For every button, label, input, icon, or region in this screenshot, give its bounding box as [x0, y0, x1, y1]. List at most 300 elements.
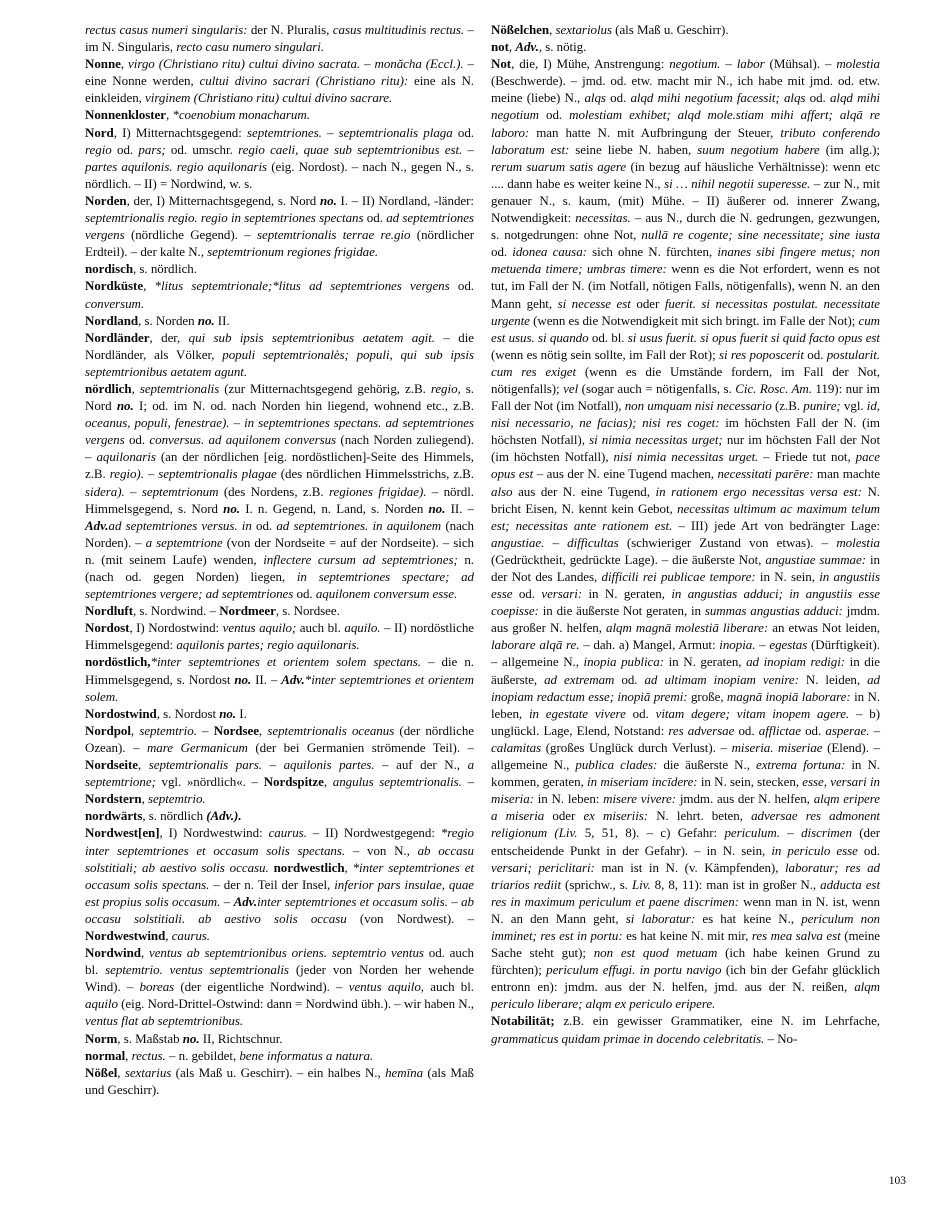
- text-run: oder: [544, 808, 584, 824]
- text-run: I. – II) Nordland, -länder:: [336, 192, 474, 208]
- text-run: septemtriones.: [247, 124, 322, 140]
- text-run: – III) jede Art von bedrängter Lage:: [672, 517, 881, 533]
- text-run: versari:: [541, 586, 583, 602]
- text-run: ab occasu solstitiali; ab aestivo solis occasu.: [85, 842, 474, 875]
- text-run: , I) Nordwestwind:: [159, 825, 269, 841]
- text-run: no.: [197, 312, 215, 328]
- text-run: suum negotium habere: [697, 141, 820, 157]
- text-run: vitam degere; vitam inopem agere.: [655, 705, 850, 721]
- text-run: in angustiis esse: [491, 569, 881, 602]
- text-run: ,: [143, 278, 155, 294]
- right-column: [491, 21, 880, 1098]
- text-run: –: [321, 124, 339, 140]
- text-run: (nördlicher Erdteil). – der kalte N.,: [85, 227, 474, 260]
- text-run: I.: [236, 705, 247, 721]
- text-run: Nößel: [85, 1064, 118, 1080]
- text-run: nördlich: [85, 380, 132, 396]
- text-run: vel: [563, 380, 579, 396]
- text-run: in N. geraten,: [664, 654, 747, 670]
- text-run: angustiae.: [491, 534, 545, 550]
- dictionary-entry: [85, 1064, 474, 1098]
- text-run: septemtrionalis oceanus: [267, 722, 395, 738]
- text-run: ad ultimam inopiam venire:: [644, 671, 799, 687]
- text-run: (wenn es die Umstände fordern, im Fall der Not, nötigenfalls);: [491, 363, 880, 396]
- text-run: –: [779, 825, 802, 841]
- dictionary-entry: [85, 380, 474, 602]
- text-run: in rationem ergo necessitas versa est:: [655, 483, 862, 499]
- text-run: no.: [116, 398, 134, 414]
- text-run: (wenn es die Notwendigkeit mit sich bringt. im Falle der Not);: [529, 312, 859, 328]
- text-run: ad septemtriones. in aquilonem: [276, 517, 442, 533]
- text-run: (z.B.: [771, 398, 804, 414]
- text-run: – zur N., mit genauer N., s. kaum, (mit) Mühe. – II) äußerer od. innerer Zwang, Notwendigkeit:: [491, 175, 880, 226]
- text-run: 119): nur im Fall der Not (im Notfall),: [491, 380, 880, 414]
- text-run: sidera).: [85, 483, 125, 499]
- text-run: Nordspitze: [263, 774, 324, 790]
- text-run: a septemtrione: [145, 534, 223, 550]
- text-run: (nach Norden). –: [85, 517, 474, 550]
- text-run: Norden: [85, 192, 127, 208]
- text-run: postularit. cum res exiget: [491, 346, 880, 379]
- text-run: idonea causa:: [512, 244, 587, 260]
- text-run: ,: [125, 1047, 132, 1063]
- text-run: nur im höchsten Fall der Not (im höchsten Notfall),: [491, 432, 881, 465]
- text-run: ,: [549, 22, 556, 37]
- text-run: in N. leben,: [491, 688, 881, 721]
- text-run: cum est usus. si quando: [491, 312, 881, 345]
- text-run: Nordseite: [85, 757, 138, 773]
- text-run: Liv.: [631, 876, 651, 892]
- text-run: od.: [625, 705, 656, 721]
- text-run: Nord: [85, 124, 114, 140]
- text-run: wenn es die Not erfordert, wenn es not tut, im Fall der N. (im Notfall, nötigen Falls, nötigenfalls), wenn N. an den Mann geht,: [491, 261, 880, 311]
- text-run: grammaticus quidam primae in docendo celebritatis.: [491, 1030, 765, 1046]
- text-run: od.: [491, 244, 513, 260]
- text-run: septemtrionalis terrae re.gio: [256, 227, 411, 243]
- text-run: es hat keine N.,: [695, 910, 802, 926]
- text-run: Nordküste: [85, 278, 144, 294]
- text-run: labor: [736, 56, 765, 72]
- text-run: inter septemtriones et occasum solis. – ab occasu solstitiali. ab aestivo solis occasu: [85, 893, 474, 926]
- text-run: –: [462, 141, 474, 157]
- text-run: Nordpol: [85, 722, 131, 738]
- text-run: Nordostwind: [85, 705, 157, 721]
- dictionary-entry: [85, 55, 474, 106]
- text-run: no.: [428, 500, 446, 516]
- text-run: caurus.: [268, 825, 307, 841]
- text-run: regio caeli, quae sub septemtrionibus est.: [238, 141, 463, 157]
- text-run: ad septemtriones vergens: [85, 210, 474, 243]
- text-run: difficultas: [567, 534, 619, 550]
- text-run: si laboratur:: [625, 910, 696, 926]
- text-run: molestiam exhibet; alqd mole.stiam mihi affert; alqā re laboro:: [491, 107, 880, 140]
- text-run: virgo (Christiano ritu) cultui divino sacrata.: [128, 56, 361, 72]
- text-run: Cic. Rosc. Am.: [735, 380, 812, 396]
- text-run: in septemtriones spectans. ad septemtriones vergens: [85, 415, 475, 448]
- text-run: z.B. ein gewisser Grammatiker, eine N. im Lehrfache,: [554, 1013, 880, 1029]
- text-run: angulus septemtrionalis.: [332, 774, 462, 790]
- text-run: eine als N. einkleiden,: [85, 73, 474, 106]
- text-run: septemtrionalis: [139, 380, 220, 396]
- text-run: s. Nord: [85, 380, 474, 414]
- text-run: alqm eripere a miseria: [491, 791, 880, 824]
- text-run: Nonne: [85, 56, 121, 72]
- left-column: [85, 21, 474, 1098]
- dictionary-entry: [85, 1047, 474, 1064]
- text-run: od.: [111, 141, 139, 157]
- text-run: Adv.: [233, 893, 258, 909]
- text-run: ,: [508, 39, 516, 55]
- text-run: versari; periclitari:: [491, 859, 595, 875]
- text-run: (Beschwerde). – jmd. od. etw. macht mir N., ich habe mit jmd. od. etw. meine (liebe) N.,: [491, 73, 880, 106]
- text-run: (als Maß u. Geschirr). – ein halbes N.,: [171, 1064, 386, 1080]
- text-run: septemtrionum: [141, 483, 219, 499]
- page-content: [85, 21, 880, 1098]
- text-run: in N. sein,: [755, 569, 820, 584]
- text-run: – No-: [764, 1030, 798, 1046]
- text-run: periculum.: [724, 825, 780, 841]
- text-run: qui sub ipsis septemtrionibus aetatem agit.: [188, 329, 435, 345]
- text-run: Nordmeer: [219, 603, 276, 619]
- text-run: ,: [344, 859, 353, 875]
- text-run: –: [196, 722, 214, 738]
- dictionary-entry: [85, 124, 474, 192]
- text-run: necessitati parēre:: [717, 466, 814, 482]
- text-run: non est quod metuam: [593, 945, 718, 961]
- text-run: od.: [512, 586, 542, 602]
- text-run: nisi nimia necessitas urget.: [613, 449, 759, 465]
- text-run: –: [261, 757, 284, 773]
- dictionary-entry: [85, 653, 474, 704]
- text-run: pace opus est: [491, 449, 880, 482]
- text-run: inopia publica:: [583, 654, 665, 670]
- text-run: (wenn es nötig sein sollte, im Fall der Rot);: [491, 346, 719, 362]
- text-run: *inter septemtriones et occasum solis spectans.: [85, 859, 474, 892]
- dictionary-entry: [491, 21, 880, 38]
- text-run: , s. Nordsee.: [275, 603, 340, 619]
- text-run: pars;: [138, 141, 166, 157]
- text-run: ad inopiam redactum esse; inopiā premi:: [491, 671, 880, 704]
- text-run: calamitas: [491, 739, 542, 755]
- text-run: molestia: [836, 56, 880, 72]
- text-run: (im allg.);: [819, 141, 880, 157]
- text-run: II. –: [251, 671, 282, 687]
- text-run: , I) Nordostwind:: [129, 620, 223, 636]
- text-run: –: [229, 415, 245, 431]
- text-run: im höchsten Fall der N. (im höchsten Notfall),: [491, 415, 880, 448]
- text-run: –: [755, 637, 770, 653]
- text-run: negotium.: [669, 56, 721, 72]
- text-run: asperae.: [825, 722, 870, 738]
- text-run: (als Maß u. Geschirr).: [611, 22, 729, 37]
- text-run: (von Nordwest). –: [346, 910, 474, 926]
- text-run: in N. leben:: [533, 791, 604, 807]
- text-run: in die äußerste,: [491, 654, 881, 687]
- text-run: conversum.: [85, 295, 145, 311]
- text-run: tributo conferendo laboratum est:: [491, 124, 880, 157]
- text-run: in egestate vivere: [528, 705, 626, 721]
- text-run: septemtrionalis plagae: [158, 466, 277, 482]
- text-run: od.: [805, 90, 830, 106]
- text-run: od.: [452, 124, 474, 140]
- text-run: nordwärts: [85, 808, 143, 824]
- text-run: od.: [363, 210, 387, 226]
- text-run: laboratur; res ad triarios rediit: [491, 859, 880, 892]
- text-run: ,: [165, 107, 173, 123]
- text-run: Adv.: [515, 39, 539, 55]
- text-run: Notabilität;: [491, 1013, 555, 1029]
- text-run: (der bei Germanien strömende Teil). –: [247, 739, 474, 755]
- text-run: ,: [120, 56, 129, 72]
- text-run: II, Richtschnur.: [199, 1030, 283, 1046]
- text-run: , s. Maßstab: [117, 1030, 183, 1046]
- text-run: ,: [140, 945, 149, 961]
- dictionary-entry: [85, 722, 474, 807]
- text-run: (der eigentliche Nordwind). –: [174, 979, 349, 995]
- text-run: (Adv.).: [206, 808, 242, 824]
- text-run: man ist in N. (v. Kämpfenden),: [594, 859, 785, 875]
- text-run: I. n. Gegend, n. Land, s. Norden: [240, 500, 429, 516]
- text-run: (als Maß und Geschirr).: [85, 1064, 474, 1097]
- text-run: (schwieriger Zustand von etwas). –: [618, 534, 837, 550]
- text-run: in N. sein, stecken,: [697, 774, 803, 790]
- text-run: casus multitudinis rectus.: [332, 22, 465, 37]
- text-run: ,: [130, 722, 140, 738]
- text-run: (nördliche Gegend). –: [124, 227, 257, 243]
- text-run: ad extremam: [544, 671, 615, 687]
- text-run: , s. Nordwind. –: [133, 603, 220, 619]
- text-run: , s. nötig.: [538, 39, 587, 55]
- text-run: esse, versari in miseria:: [491, 774, 880, 807]
- text-run: jmdm. aus der N. helfen,: [676, 791, 814, 807]
- text-run: si … nihil negotii superesse.: [664, 175, 811, 191]
- text-run: aquilonis partes; regio aquilonaris.: [176, 637, 360, 653]
- text-run: Nordsee: [213, 722, 259, 738]
- text-run: regio: [85, 141, 112, 157]
- text-run: (ich bin der Gefahr glücklich entronn en): jmdm. aus der N. helfen, jmd. aus der N. reißen,: [491, 962, 880, 995]
- text-run: (eig. Nord-Drittel-Ostwind: dann = Nordwind übh.). – wir haben N.,: [117, 996, 474, 1012]
- text-run: (sogar auch = nötigenfalls, s.: [578, 380, 736, 396]
- text-run: –: [360, 56, 375, 72]
- text-run: man machte: [813, 466, 880, 482]
- dictionary-entry: [85, 329, 474, 380]
- text-run: in die äußerste Not geraten, in: [538, 603, 705, 619]
- text-run: partes aquilonis. regio aquilonaris: [85, 158, 268, 174]
- text-run: nordisch: [85, 261, 134, 277]
- text-run: alqs: [584, 90, 606, 106]
- dictionary-entry: [85, 824, 474, 944]
- text-run: regiones frigidae).: [328, 483, 427, 499]
- text-run: virginem (Christiano ritu) cultui divino sacrare.: [145, 90, 393, 106]
- text-run: ,: [258, 722, 268, 738]
- text-run: aquilonis partes.: [283, 757, 375, 773]
- text-run: septemtrionum regiones frigidae.: [207, 244, 379, 260]
- text-run: ,: [131, 380, 140, 396]
- text-run: alqm magnā molestiā liberare:: [606, 620, 769, 636]
- text-run: n. (nach od. gegen Norden) liegen,: [85, 551, 474, 584]
- text-run: periculum non imminet; res est in portu:: [491, 910, 880, 943]
- text-run: , s. nördlich.: [133, 261, 197, 277]
- text-run: –: [220, 893, 234, 909]
- dictionary-entry: [491, 1012, 880, 1046]
- text-run: (der entscheidende Punkt in der Gefahr). – in N. sein,: [491, 825, 880, 858]
- text-run: – II) nordöstliche Himmelsgegend:: [85, 620, 474, 653]
- text-run: – aus der N. eine Tugend machen,: [533, 466, 718, 482]
- text-run: ,: [141, 791, 149, 807]
- text-run: *regio inter septemtriones et occasum solis spectans.: [85, 825, 474, 858]
- text-run: caurus.: [171, 927, 210, 943]
- text-run: extrema fortuna:: [755, 757, 846, 773]
- text-run: difficili rei publicae tempore:: [601, 569, 756, 584]
- text-run: septemtrionalis plaga: [338, 124, 453, 140]
- text-run: Nordwest[en]: [85, 825, 160, 841]
- dictionary-entry: [491, 38, 880, 55]
- text-run: res mea salva est: [751, 927, 841, 943]
- text-run: ventus ab septemtrionibus oriens. septemtrio ventus: [148, 945, 424, 961]
- text-run: od.: [124, 432, 150, 448]
- text-run: ,: [137, 757, 149, 773]
- text-run: periculum effugi. in portu navigo: [546, 962, 722, 978]
- text-run: – b) unglückl. Lage, Elend, Notstand:: [491, 705, 880, 738]
- text-run: , s. Nordost: [156, 705, 220, 721]
- text-run: summas angustias adduci:: [704, 603, 843, 619]
- text-run: aus der N. eine Tugend,: [512, 483, 656, 499]
- text-run: septemtrio.: [148, 791, 206, 807]
- dictionary-entry: [85, 312, 474, 329]
- text-run: hemīna: [385, 1064, 424, 1080]
- text-run: *litus septemtrionale;*litus ad septemtriones vergens: [154, 278, 450, 294]
- text-run: oder: [630, 295, 665, 311]
- text-run: no.: [182, 1030, 200, 1046]
- text-run: sextariolus: [555, 22, 612, 37]
- text-run: ad septemtriones versus. in: [108, 517, 252, 533]
- text-run: in N. kommen, geraten,: [491, 757, 880, 790]
- text-run: discrimen: [801, 825, 852, 841]
- text-run: – dah. a) Mangel, Armut:: [579, 637, 720, 653]
- text-run: *inter septemtriones et orientem solem.: [85, 671, 474, 704]
- text-run: no.: [219, 705, 237, 721]
- text-run: bene informatus a natura.: [239, 1047, 374, 1063]
- text-run: Nordländer: [85, 329, 150, 345]
- text-run: od.: [605, 90, 631, 106]
- dictionary-entry: [85, 21, 474, 55]
- text-run: – die Nordländer, als Völker,: [85, 329, 474, 362]
- text-run: 5, 51, 8). – c) Gefahr:: [577, 825, 725, 841]
- text-run: alqd mihi negotium facessit; alqs: [630, 90, 806, 106]
- text-run: mare Germanicum: [146, 739, 248, 755]
- text-run: normal: [85, 1047, 126, 1063]
- text-run: od.: [538, 107, 570, 123]
- text-run: inopia.: [719, 637, 756, 653]
- text-run: Norm: [85, 1030, 118, 1046]
- text-run: necessitas ultimum ac maximum telum est; necessitas ante rationem est.: [491, 500, 880, 533]
- text-run: boreas: [139, 979, 175, 995]
- text-run: od. bl.: [588, 329, 628, 345]
- text-run: *coenobium monacharum.: [172, 107, 310, 123]
- text-run: – nördl. Himmelsgegend, s. Nord: [85, 483, 474, 516]
- text-run: Adv.: [85, 517, 109, 533]
- page-number: 103: [888, 1175, 906, 1187]
- text-run: – n. gebildet,: [165, 1047, 240, 1063]
- text-run: – auf der N.,: [374, 757, 468, 773]
- text-run: in der Not des Landes,: [491, 551, 880, 584]
- text-run: – die n. Himmelsgegend, s. Nordost: [85, 654, 474, 687]
- text-run: alqd mihi negotium: [491, 90, 880, 123]
- text-run: II. –: [445, 500, 474, 516]
- text-run: res adversae: [668, 722, 735, 738]
- text-run: – eine Nonne werden,: [85, 56, 475, 89]
- text-run: nordöstlich,: [85, 654, 151, 670]
- text-run: I; od. im N. od. nach Norden hin liegend, wohnend etc., z.B.: [133, 398, 474, 414]
- text-run: oceanus, populi, fenestrae).: [85, 415, 230, 431]
- text-run: od. umschr.: [165, 141, 239, 157]
- text-run: angustiae summae:: [765, 551, 866, 567]
- dictionary-entry: [85, 705, 474, 722]
- text-run: aquilo: [85, 996, 118, 1012]
- text-run: ,: [323, 774, 333, 790]
- text-run: si necesse est: [557, 295, 631, 311]
- text-run: sich ohne N. fürchten,: [586, 244, 718, 260]
- text-run: (eig. Nordost). – nach N., gegen N., s. nördlich. – II) = Nordwind, w. s.: [85, 158, 474, 191]
- text-run: die äußerste N.,: [657, 757, 756, 773]
- text-run: miseria. miseriae: [731, 739, 823, 755]
- text-run: (meine Sache steht gut);: [491, 927, 880, 961]
- text-run: ,: [165, 927, 172, 943]
- text-run: septemtrionalis pars.: [148, 757, 262, 773]
- text-run: Not: [491, 56, 512, 72]
- text-run: in angustias adduci; in angustiis esse coepisse:: [491, 586, 880, 619]
- text-run: vgl. »nördlich«. –: [155, 774, 264, 790]
- text-run: afflictae: [758, 722, 801, 738]
- text-run: (in bezug auf häusliche Verhältnisse): wenn etc .... dann habe es weiter keine N.,: [491, 158, 880, 191]
- text-run: sextarius: [124, 1064, 172, 1080]
- text-run: inflectere cursum ad septemtriones;: [263, 551, 458, 567]
- text-run: od.: [251, 517, 277, 533]
- dictionary-entry: [85, 602, 474, 619]
- text-run: magnā inopiā laborare:: [726, 688, 851, 704]
- text-run: (ich habe keinen Grund zu fürchten);: [491, 945, 880, 978]
- text-run: id, nisi necessario, ne facias); nisi res coget:: [491, 398, 881, 431]
- text-run: nordwestlich: [273, 859, 345, 875]
- text-run: publica clades:: [575, 757, 658, 773]
- text-run: –: [544, 534, 568, 550]
- dictionary-entry: [85, 807, 474, 824]
- text-run: – II) Nordwestgegend:: [306, 825, 441, 841]
- text-run: od. auch bl.: [85, 945, 475, 978]
- text-run: septemtrio. ventus septemtrionalis: [105, 962, 289, 978]
- text-run: der N. Pluralis,: [247, 22, 333, 37]
- text-run: – im N. Singularis,: [85, 22, 475, 55]
- text-run: cultui divino sacrari (Christiano ritu):: [199, 73, 409, 89]
- text-run: *inter septemtriones et orientem solem spectans.: [150, 654, 421, 670]
- text-run: – aus N., durch die N. gedrungen, gezwungen, s. notgedrungen: ohne Not,: [491, 210, 880, 243]
- text-run: od.: [800, 722, 826, 738]
- text-run: a septemtrione;: [85, 757, 475, 790]
- text-run: ventus aquilo;: [222, 620, 297, 636]
- text-run: (der nördliche Ozean). –: [85, 722, 475, 755]
- text-run: ad inopiam redigi:: [746, 654, 846, 670]
- text-run: vgl.: [840, 398, 867, 414]
- text-run: Nößelchen: [491, 22, 550, 37]
- text-run: od.: [449, 278, 474, 294]
- text-run: – der n. Teil der Insel,: [209, 876, 335, 892]
- text-run: ex miseriis:: [583, 808, 649, 824]
- text-run: – von N.,: [345, 842, 418, 858]
- text-run: ventus flat ab septemtrionibus.: [85, 1013, 244, 1029]
- text-run: monăcha (Eccl.).: [374, 56, 464, 72]
- text-run: – Friede tut not,: [758, 449, 856, 465]
- text-run: non umquam nisi necessario: [624, 398, 772, 414]
